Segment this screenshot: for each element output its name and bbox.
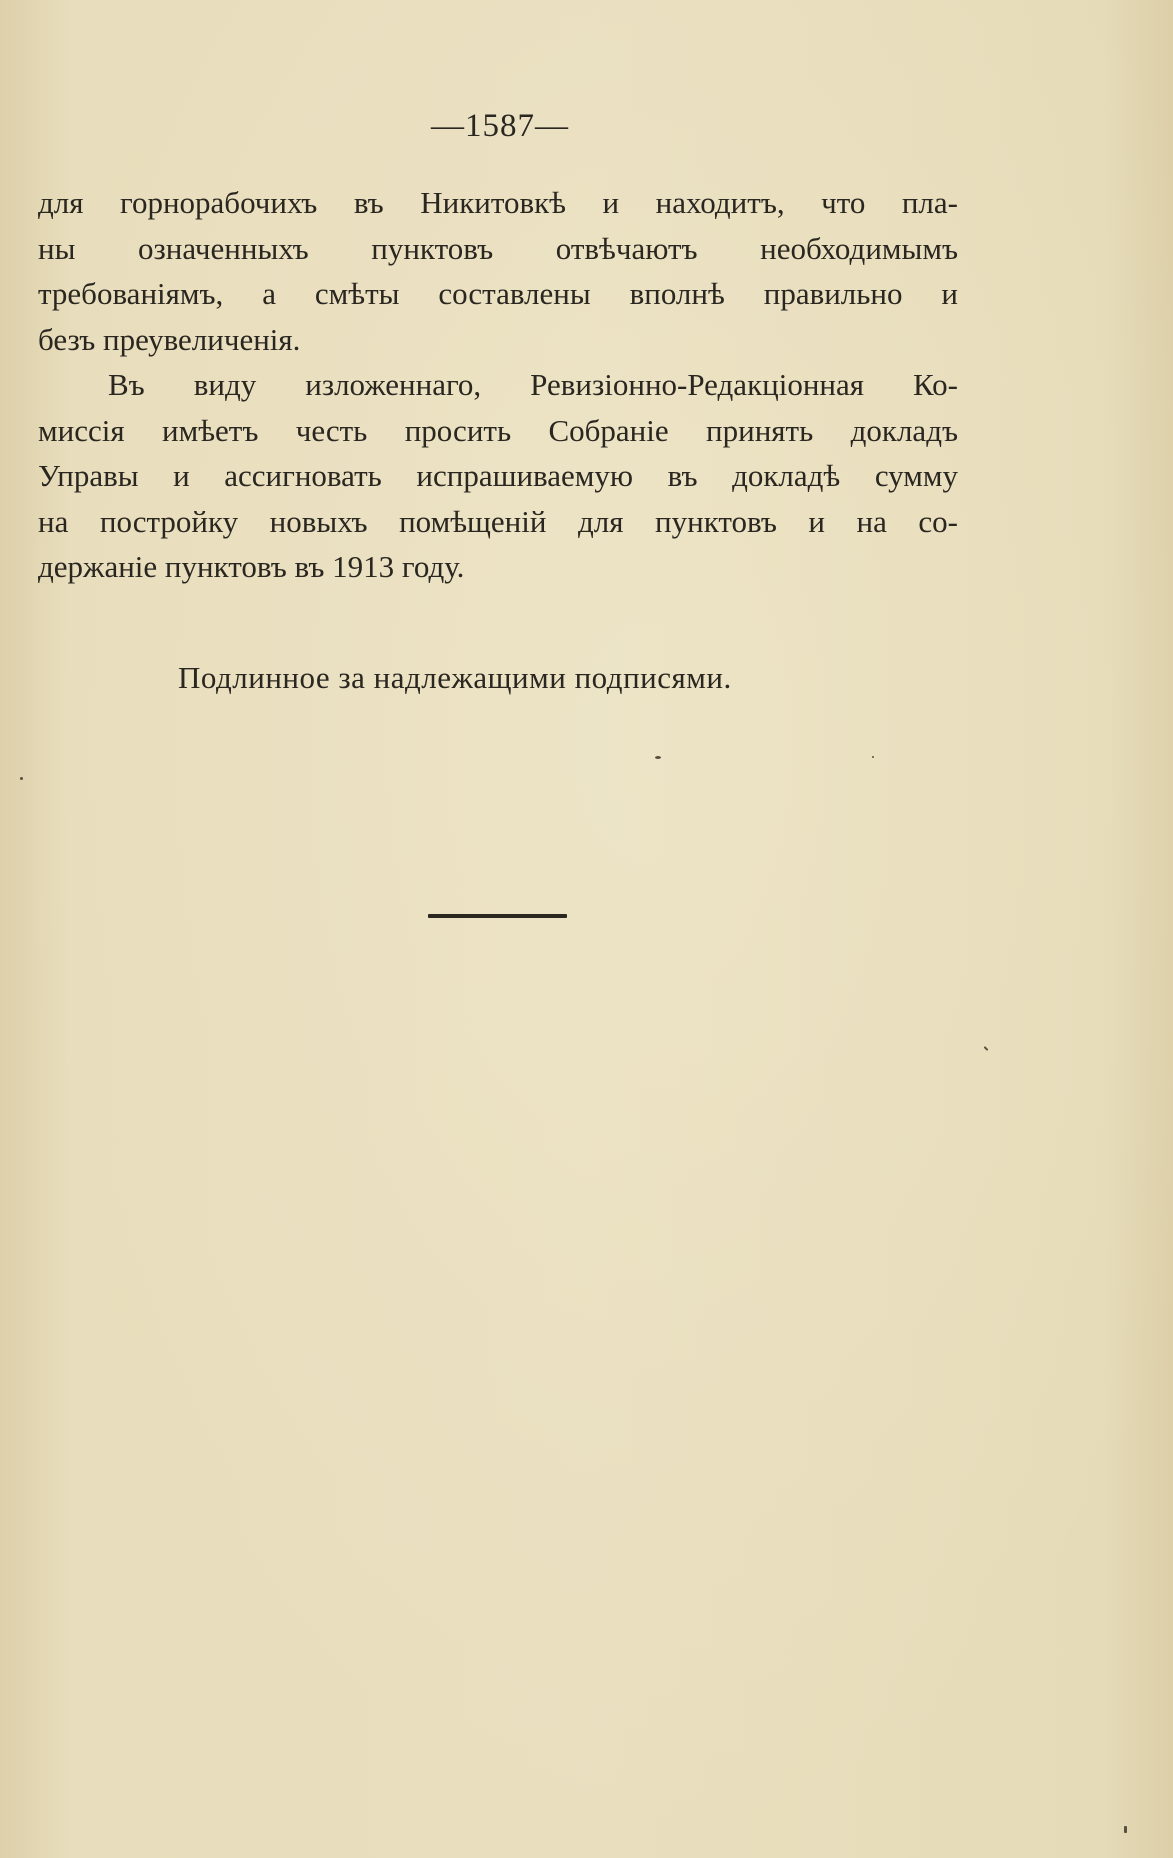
text-line: миссія имѣетъ честь просить Собраніе принять докладъ [38, 412, 958, 448]
paragraph-1 [38, 180, 958, 362]
text-line: на постройку новыхъ помѣщеній для пунктовъ и на со- [38, 503, 958, 539]
page-number: —1587— [431, 108, 569, 144]
paper-speck [655, 756, 661, 759]
text-line: требованіямъ, а смѣты составлены вполнѣ правильно и [38, 276, 958, 311]
text-line: для горнорабочихъ въ Никитовкѣ и находитъ, что пла- [38, 185, 958, 220]
paragraph-2 [38, 362, 958, 590]
paper-speck [20, 777, 23, 780]
signature-note: Подлинное за надлежащими подписями. [178, 660, 732, 695]
paper-speck [872, 756, 874, 758]
paper-speck [984, 1046, 989, 1051]
text-line: безъ преувеличенія. [38, 321, 301, 357]
text-line: ны означенныхъ пунктовъ отвѣчаютъ необходимымъ [38, 230, 958, 266]
end-rule-divider [428, 914, 567, 918]
paper-speck [1124, 1826, 1127, 1833]
text-line: держаніе пунктовъ въ 1913 году. [38, 549, 465, 584]
text-line: Управы и ассигновать испрашиваемую въ докладѣ сумму [38, 458, 958, 493]
text-line: Въ виду изложеннаго, Ревизіонно-Редакціонная Ко- [108, 367, 958, 402]
body-text [38, 180, 958, 590]
